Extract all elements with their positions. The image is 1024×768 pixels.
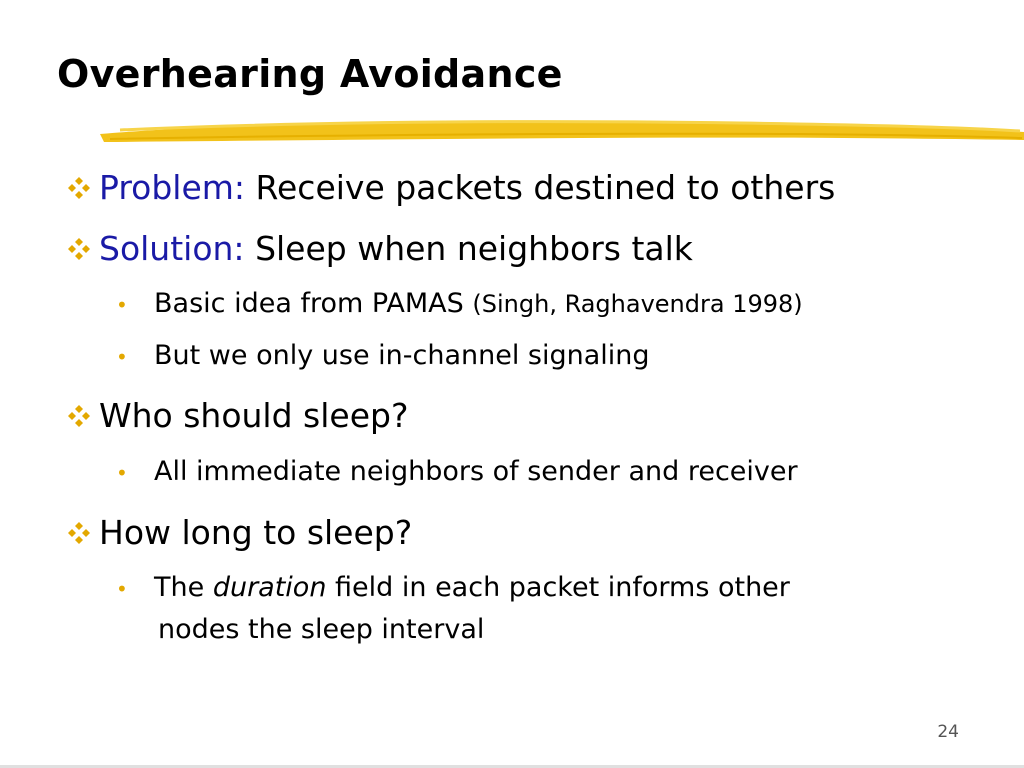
sub-bullet-pamas bbox=[116, 288, 803, 319]
page-number: 24 bbox=[937, 722, 959, 742]
inchannel-text: But we only use in-channel signaling bbox=[154, 340, 650, 371]
slide-title: Overhearing Avoidance bbox=[57, 52, 563, 96]
diamond-bullet-icon bbox=[63, 404, 99, 428]
how-answer-line2: nodes the sleep interval bbox=[158, 614, 485, 645]
dot-bullet-icon: • bbox=[116, 461, 128, 485]
diamond-bullet-icon bbox=[63, 176, 99, 200]
diamond-bullet-icon bbox=[63, 521, 99, 545]
sub-bullet-duration bbox=[116, 572, 790, 603]
pamas-citation: (Singh, Raghavendra 1998) bbox=[472, 290, 803, 318]
how-answer-pre: The bbox=[154, 572, 205, 603]
pamas-text: Basic idea from PAMAS bbox=[154, 288, 464, 319]
problem-label: Problem: bbox=[99, 168, 246, 207]
diamond-bullet-icon bbox=[63, 237, 99, 261]
how-text: How long to sleep? bbox=[99, 513, 413, 552]
title-underline-brushstroke bbox=[100, 110, 1024, 150]
bullet-problem bbox=[63, 168, 835, 207]
sub-bullet-inchannel bbox=[116, 340, 650, 371]
how-answer-emphasis: duration bbox=[212, 572, 327, 603]
bullet-how-long bbox=[63, 513, 412, 552]
dot-bullet-icon: • bbox=[116, 293, 128, 317]
dot-bullet-icon: • bbox=[116, 577, 128, 601]
dot-bullet-icon: • bbox=[116, 345, 128, 369]
problem-text: Receive packets destined to others bbox=[255, 168, 836, 207]
sub-bullet-neighbors bbox=[116, 456, 798, 487]
who-answer-text: All immediate neighbors of sender and receiver bbox=[154, 456, 798, 487]
bullet-solution bbox=[63, 229, 693, 268]
solution-text: Sleep when neighbors talk bbox=[255, 229, 693, 268]
who-text: Who should sleep? bbox=[99, 396, 409, 435]
bullet-who-should-sleep bbox=[63, 396, 408, 435]
how-answer-post: field in each packet informs other bbox=[335, 572, 790, 603]
solution-label: Solution: bbox=[99, 229, 245, 268]
